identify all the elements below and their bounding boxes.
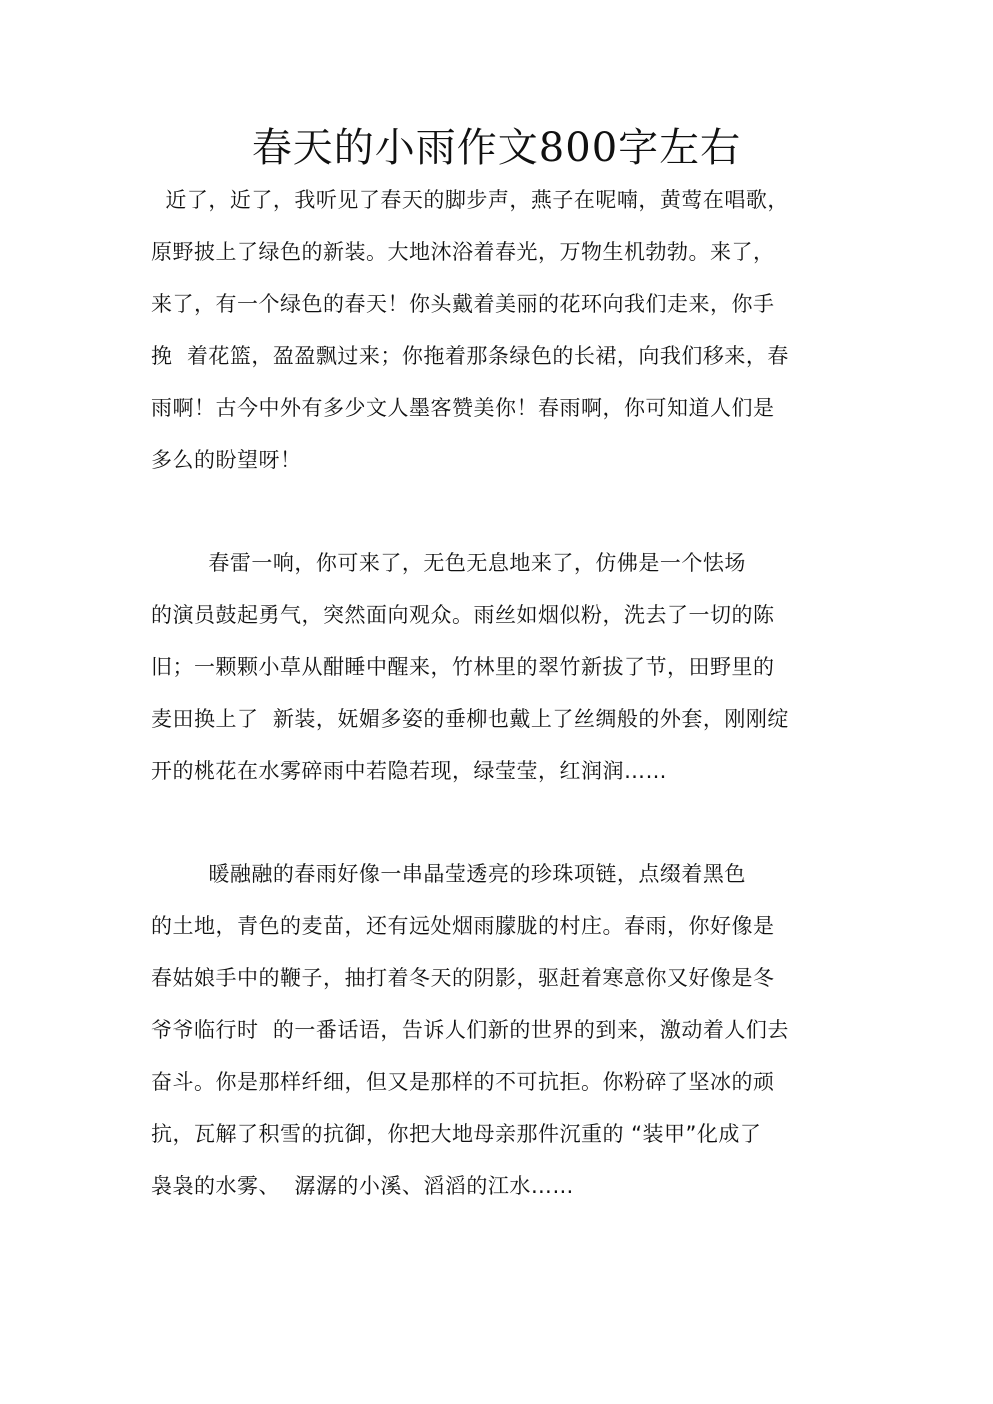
paragraph-1-line-2: 原野披上了绿色的新装。大地沐浴着春光，万物生机勃勃。来了， (151, 240, 775, 264)
paragraph-2-line-4: 麦田换上了 新装，妩媚多姿的垂柳也戴上了丝绸般的外套，刚刚绽 (151, 707, 789, 731)
paragraph-2-line-5: 开的桃花在水雾碎雨中若隐若现，绿莹莹，红润润…… (151, 759, 667, 783)
paragraph-2-line-2: 的演员鼓起勇气，突然面向观众。雨丝如烟似粉，洗去了一切的陈 (151, 603, 775, 627)
paragraph-1-line-1: 近了，近了，我听见了春天的脚步声，燕子在呢喃，黄莺在唱歌， (151, 188, 789, 212)
paragraph-2-line-3: 旧；一颗颗小草从酣睡中醒来，竹林里的翠竹新拔了节，田野里的 (151, 655, 775, 679)
paragraph-1-line-6: 多么的盼望呀！ (151, 448, 302, 472)
paragraph-3-line-6: 抗，瓦解了积雪的抗御，你把大地母亲那件沉重的 “装甲”化成了 (151, 1122, 762, 1146)
paragraph-3-line-5: 奋斗。你是那样纤细，但又是那样的不可抗拒。你粉碎了坚冰的顽 (151, 1070, 775, 1094)
paragraph-1-line-4: 挽 着花篮，盈盈飘过来；你拖着那条绿色的长裙，向我们移来，春 (151, 344, 789, 368)
paragraph-3-line-4: 爷爷临行时 的一番话语，告诉人们新的世界的到来，激动着人们去 (151, 1018, 789, 1042)
paragraph-3-line-2: 的土地，青色的麦苗，还有远处烟雨朦胧的村庄。春雨，你好像是 (151, 914, 775, 938)
paragraph-3-line-7: 袅袅的水雾、 潺潺的小溪、滔滔的江水…… (151, 1174, 574, 1198)
paragraph-1-line-5: 雨啊！古今中外有多少文人墨客赞美你！春雨啊，你可知道人们是 (151, 396, 775, 420)
paragraph-3-line-3: 春姑娘手中的鞭子，抽打着冬天的阴影，驱赶着寒意你又好像是冬 (151, 966, 775, 990)
paragraph-1-line-3: 来了，有一个绿色的春天！你头戴着美丽的花环向我们走来，你手 (151, 292, 775, 316)
paragraph-2-line-1: 春雷一响，你可来了，无色无息地来了，仿佛是一个怯场 (151, 551, 746, 575)
paragraph-3-line-1: 暖融融的春雨好像一串晶莹透亮的珍珠项链，点缀着黑色 (151, 862, 746, 886)
document-title: 春天的小雨作文800字左右 (251, 125, 742, 171)
